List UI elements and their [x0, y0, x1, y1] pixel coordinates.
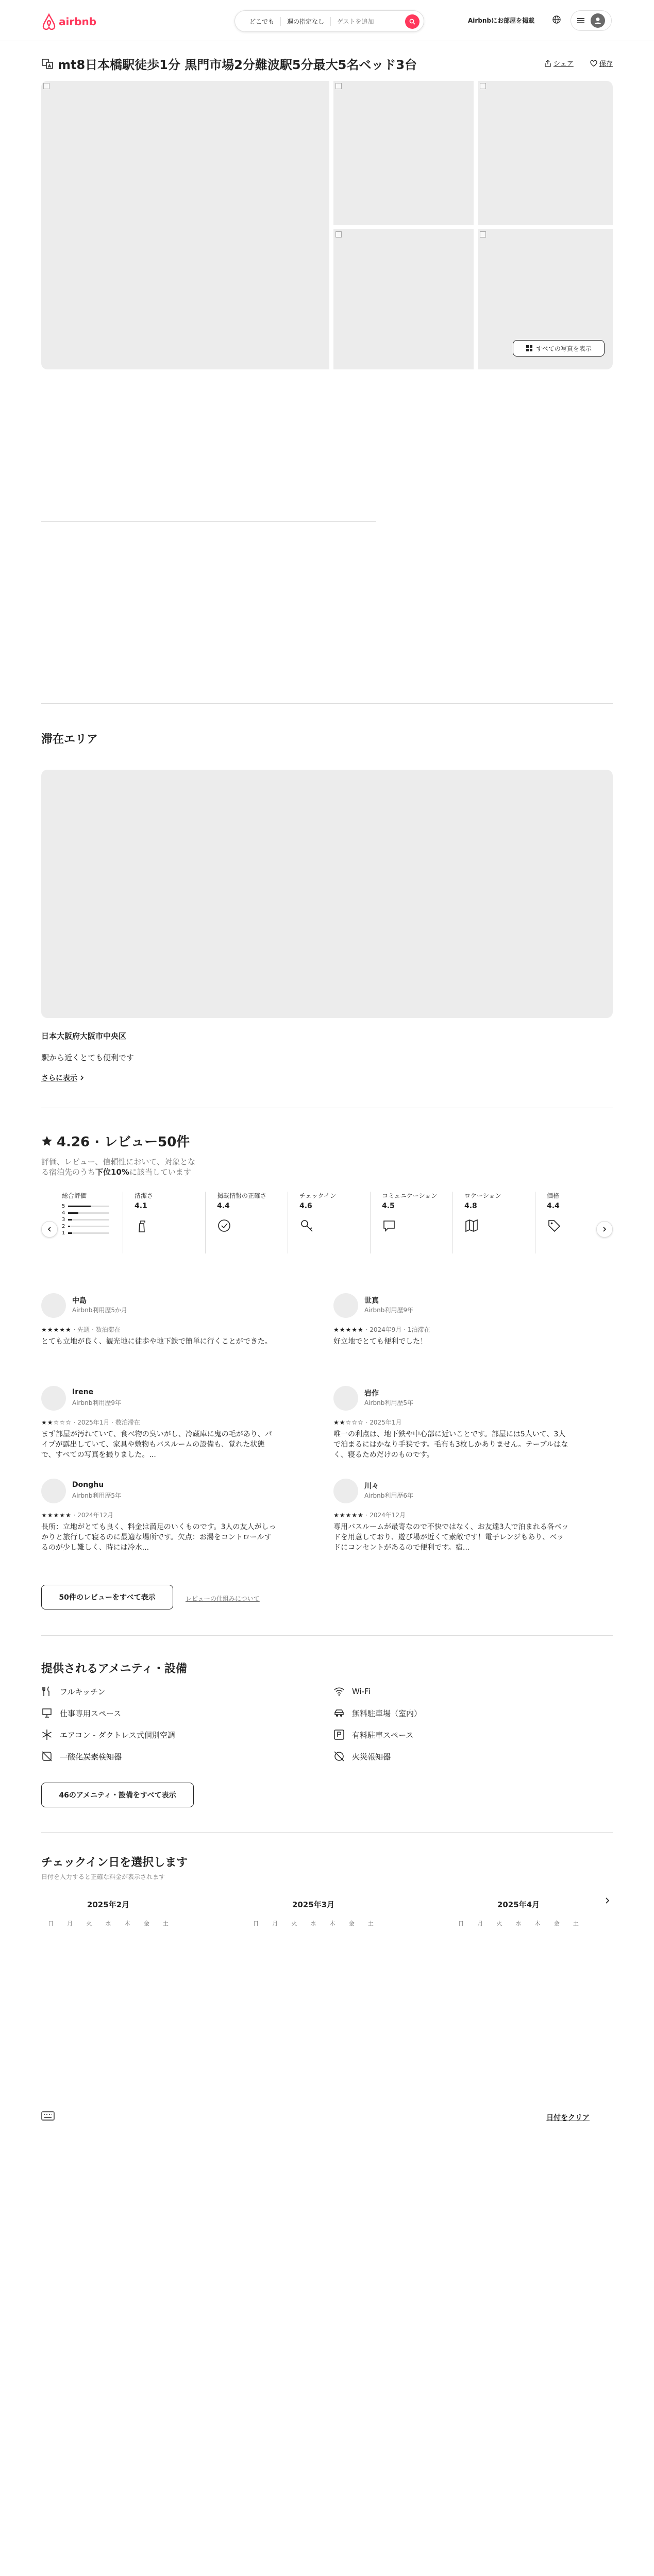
- amenity-label: エアコン - ダクトレス式個別空調: [60, 1730, 175, 1740]
- host-link[interactable]: Airbnbにお部屋を掲載: [468, 17, 535, 24]
- review-stay: 1泊滞在: [407, 1326, 430, 1333]
- weekday-label: 木: [124, 1920, 130, 1927]
- reviewer-avatar[interactable]: [333, 1479, 358, 1503]
- weekday-label: 火: [496, 1920, 502, 1927]
- review-stars: ★★★★★: [41, 1512, 72, 1519]
- review-text: 専用バスルームが最寄なので不快ではなく、お友達3人で泊まれる各ベッドを用意しており、遊び場が近くて素敵です！電子レンジもあり、ベッドにコンセントがあるので便利です。宿...: [333, 1523, 569, 1552]
- reviewer-avatar[interactable]: [333, 1386, 358, 1411]
- weekday-label: 水: [515, 1920, 522, 1927]
- review-meta: ★★☆☆☆ · 2025年1月 · 数泊滞在: [41, 1419, 140, 1426]
- category-value: 4.4: [217, 1202, 230, 1210]
- keyboard-icon: [41, 2111, 55, 2121]
- amenity-co-detector: [41, 1751, 122, 1762]
- category-label: 掲載情報の正確さ: [217, 1192, 267, 1199]
- category-value: 4.6: [299, 1202, 312, 1210]
- rating-bar-fill: [68, 1219, 72, 1221]
- reviews-subtitle-pre: 評価、レビュー、信頼性において、対象となる宿泊先のうち: [41, 1157, 196, 1177]
- divider: [41, 703, 613, 704]
- review-card: [333, 1386, 571, 1463]
- categories-next-button[interactable]: [596, 1221, 613, 1238]
- category-accuracy: [205, 1192, 283, 1253]
- weekday-row: [246, 1919, 380, 1927]
- snowflake-icon: [41, 1729, 53, 1740]
- review-card: [333, 1293, 571, 1370]
- smoke-alarm-icon: [333, 1751, 345, 1762]
- amenities-heading: 提供されるアメニティ・設備: [41, 1663, 187, 1675]
- price-tag-icon: [547, 1218, 561, 1233]
- category-value: 4.5: [382, 1202, 395, 1210]
- category-label: ロケーション: [464, 1192, 501, 1199]
- location-address: 日本大阪府大阪市中央区: [41, 1031, 127, 1041]
- category-label: 価格: [547, 1192, 560, 1199]
- amenity-paid-parking: [333, 1729, 413, 1740]
- weekday-label: 金: [143, 1920, 149, 1927]
- reviewer-name: 岩作: [364, 1389, 379, 1398]
- weekday-label: 月: [477, 1920, 483, 1927]
- search-button[interactable]: [405, 14, 420, 29]
- location-map[interactable]: [41, 770, 613, 1018]
- review-card: [41, 1479, 278, 1556]
- location-show-more-link[interactable]: [41, 1073, 85, 1083]
- weekday-label: 水: [105, 1920, 111, 1927]
- rating-bar: [68, 1232, 109, 1234]
- broken-image-icon: [480, 231, 486, 238]
- reviewer-name: Donghu: [72, 1481, 104, 1489]
- divider: [41, 521, 376, 522]
- kitchen-icon: [41, 1686, 53, 1697]
- broken-image-icon: [336, 83, 342, 89]
- review-meta: ★★☆☆☆ · 2025年1月: [333, 1419, 402, 1426]
- amenity-label: 一酸化炭素検知器: [60, 1752, 122, 1761]
- user-icon: [593, 16, 602, 25]
- review-text: とても立地が良く、観光地に徒歩や地下鉄で簡単に行くことができた。: [41, 1337, 272, 1346]
- clear-dates-button[interactable]: 日付をクリア: [546, 2114, 590, 2122]
- search-where[interactable]: どこでも: [243, 17, 281, 26]
- check-circle-icon: [217, 1218, 231, 1233]
- weekday-label: 日: [48, 1920, 54, 1927]
- reviewer-tenure: Airbnb利用歴5年: [72, 1492, 121, 1499]
- weekday-label: 金: [348, 1920, 355, 1927]
- rating-bar-fill: [68, 1226, 70, 1227]
- review-date: 2024年12月: [77, 1512, 114, 1519]
- weekday-label: 土: [162, 1920, 169, 1927]
- weekday-label: 日: [458, 1920, 464, 1927]
- amenity-label: 仕事専用スペース: [60, 1708, 122, 1718]
- category-label: コミュニケーション: [382, 1192, 438, 1199]
- calendar-month-title: 2025年3月: [292, 1900, 335, 1909]
- svg-text:A: A: [47, 63, 52, 69]
- amenity-label: Wi-Fi: [352, 1687, 371, 1696]
- review-date: 2025年1月: [77, 1419, 110, 1426]
- parking-icon: [333, 1729, 345, 1740]
- rating-bar-fill: [68, 1232, 72, 1234]
- location-heading: 滞在エリア: [41, 733, 98, 746]
- review-system-link[interactable]: レビューの仕組みについて: [186, 1595, 260, 1602]
- review-meta: ★★★★★ · 2024年9月 · 1泊滞在: [333, 1326, 430, 1333]
- category-communication: [370, 1192, 448, 1253]
- rating-distribution: [62, 1203, 119, 1236]
- rating-bar-fill: [68, 1212, 78, 1214]
- reviewer-tenure: Airbnb利用歴9年: [364, 1307, 413, 1314]
- divider: [41, 1832, 613, 1833]
- category-value: 4.8: [464, 1202, 477, 1210]
- calendar-next-button[interactable]: [604, 1897, 610, 1906]
- reviewer-tenure: Airbnb利用歴6年: [364, 1492, 413, 1499]
- airbnb-logo-icon: [41, 13, 57, 30]
- amenity-workspace: [41, 1707, 121, 1719]
- spray-bottle-icon: [135, 1218, 149, 1233]
- category-cleanliness: [123, 1192, 201, 1253]
- review-date: 2024年12月: [370, 1512, 406, 1519]
- rating-distribution-row: [62, 1223, 119, 1230]
- review-date: 2025年1月: [370, 1419, 402, 1426]
- review-stars: ★★★★★: [333, 1512, 364, 1519]
- rating-bar: [68, 1226, 109, 1227]
- reviewer-name: 世真: [364, 1297, 379, 1305]
- listing-photo-2[interactable]: [333, 81, 474, 225]
- key-icon: [299, 1218, 314, 1233]
- review-stars: ★★☆☆☆: [41, 1419, 72, 1426]
- listing-photo-1[interactable]: [41, 81, 329, 369]
- listing-photo-4[interactable]: [333, 229, 474, 369]
- location-description: 駅から近くとても便利です: [41, 1053, 135, 1062]
- weekday-label: 水: [310, 1920, 316, 1927]
- share-button[interactable]: [544, 58, 574, 68]
- amenity-kitchen: [41, 1686, 105, 1697]
- save-button[interactable]: [590, 58, 613, 68]
- show-all-reviews-button[interactable]: 50件のレビューをすべて表示: [41, 1585, 173, 1609]
- rating-star-label: 2: [62, 1224, 65, 1229]
- amenity-label: 火災報知器: [352, 1752, 391, 1761]
- calendar-month-title: 2025年4月: [497, 1900, 540, 1909]
- review-text: 長所：立地がとても良く、料金は満足のいくものです。3人の友人がしっかりと旅行して寝るのに最適な場所です。欠点：お湯をコントロールするのが少し難しく、時には冷水...: [41, 1523, 276, 1552]
- reviewer-avatar[interactable]: [41, 1386, 66, 1411]
- rating-bar-fill: [68, 1206, 91, 1207]
- weekday-row: [41, 1919, 175, 1927]
- reviewer-tenure: Airbnb利用歴5か月: [72, 1307, 127, 1314]
- co-detector-icon: [41, 1751, 53, 1762]
- divider: [41, 1635, 613, 1636]
- save-label: 保存: [599, 60, 613, 68]
- amenity-smoke-alarm: [333, 1751, 391, 1762]
- amenity-label: 有料駐車スペース: [352, 1730, 414, 1740]
- language-button[interactable]: [552, 15, 561, 26]
- weekday-label: 木: [329, 1920, 336, 1927]
- share-icon: [544, 60, 551, 67]
- category-location: [452, 1192, 531, 1253]
- review-meta: ★★★★★ · 2024年12月: [41, 1512, 114, 1519]
- reviewer-avatar[interactable]: [333, 1293, 358, 1318]
- review-stars: ★★★★★: [333, 1326, 364, 1333]
- listing-photo-3[interactable]: [478, 81, 613, 225]
- category-label: チェックイン: [299, 1192, 337, 1199]
- calendar-month-3: [451, 1899, 585, 1927]
- review-stay: 数泊滞在: [95, 1326, 121, 1333]
- review-meta: ★★★★★ · 2024年12月: [333, 1512, 406, 1519]
- search-icon: [409, 19, 415, 25]
- amenity-wifi: [333, 1686, 371, 1697]
- weekday-label: 木: [534, 1920, 541, 1927]
- rating-bar: [68, 1206, 109, 1207]
- reviewer-avatar[interactable]: [41, 1479, 66, 1503]
- amenity-free-parking: [333, 1707, 422, 1719]
- listing-title: mt8日本橋駅徒歩1分 黒門市場2分難波駅5分最大5名ベッド3台: [58, 58, 417, 72]
- review-date: 2024年9月: [370, 1326, 402, 1333]
- search-guests[interactable]: ゲストを追加: [337, 18, 374, 25]
- reviews-subtitle-post: に該当しています: [129, 1167, 191, 1177]
- weekday-label: 土: [367, 1920, 374, 1927]
- share-label: シェア: [554, 60, 574, 68]
- globe-icon: [552, 15, 561, 24]
- weekday-label: 金: [554, 1920, 560, 1927]
- show-all-photos-button[interactable]: [513, 340, 605, 357]
- calendar-month-title: 2025年2月: [87, 1900, 130, 1909]
- heart-icon: [590, 60, 597, 67]
- airbnb-logo[interactable]: [41, 13, 96, 30]
- map-icon: [464, 1218, 479, 1233]
- review-card: [41, 1293, 278, 1370]
- chevron-right-icon: [602, 1227, 607, 1232]
- avatar: [591, 13, 605, 28]
- weekday-label: 日: [253, 1920, 259, 1927]
- calendar-month-2: [246, 1899, 380, 1927]
- review-meta: ★★★★★ · 先週 · 数泊滞在: [41, 1326, 121, 1333]
- show-all-photos-label: すべての写真を表示: [536, 345, 592, 352]
- desk-icon: [41, 1707, 53, 1719]
- calendar-heading: チェックイン日を選択します: [41, 1856, 188, 1869]
- categories-prev-button[interactable]: [41, 1221, 58, 1238]
- review-date: 先週: [77, 1326, 90, 1333]
- rating-star-label: 4: [62, 1210, 65, 1216]
- review-text: まず部屋が汚れていて、食べ物の臭いがし、冷蔵庫に鬼の毛があり、パイプが露出していて、家具や敷物もバスルームの設備も、覚れた状態で、すべての写真を撮りました。...: [41, 1430, 272, 1459]
- search-when[interactable]: 週の指定なし: [281, 17, 331, 26]
- reviews-heading: 4.26 · レビュー50件: [57, 1134, 190, 1150]
- hamburger-menu-icon: [577, 18, 584, 24]
- rating-distribution-row: [62, 1203, 119, 1210]
- rating-bar: [68, 1219, 109, 1221]
- reviewer-name: 川々: [364, 1482, 379, 1490]
- weekday-label: 土: [573, 1920, 579, 1927]
- review-text: 唯一の利点は、地下鉄や中心部に近いことです。部屋には5人いて、3人で泊まるにはかなり手狭です。毛布も3枚しかありません。テーブルはなく、寝るためだけのものです。: [333, 1430, 568, 1459]
- weekday-row: [451, 1919, 585, 1927]
- weekday-label: 火: [291, 1920, 297, 1927]
- weekday-label: 月: [272, 1920, 278, 1927]
- search-bar[interactable]: [234, 10, 424, 32]
- category-checkin: [288, 1192, 366, 1253]
- review-stars: ★★★★★: [41, 1326, 72, 1333]
- rating-star-label: 5: [62, 1204, 65, 1209]
- rating-star-label: 3: [62, 1217, 65, 1223]
- show-more-label: さらに表示: [41, 1074, 77, 1082]
- category-label: 清潔さ: [135, 1192, 154, 1199]
- listing-title-row: [41, 55, 417, 73]
- reviewer-name: 中島: [72, 1297, 87, 1305]
- amenity-label: フルキッチン: [60, 1687, 106, 1697]
- weekday-label: 月: [67, 1920, 73, 1927]
- wifi-icon: [333, 1686, 345, 1697]
- chevron-right-icon: [604, 1897, 610, 1904]
- review-card: [41, 1386, 278, 1463]
- review-stay: 数泊滞在: [115, 1419, 140, 1426]
- broken-image-icon: [43, 83, 49, 89]
- review-stars: ★★☆☆☆: [333, 1419, 364, 1426]
- reviewer-tenure: Airbnb利用歴9年: [72, 1399, 121, 1406]
- star-icon: [41, 1136, 53, 1147]
- reviews-subtitle: [41, 1157, 196, 1177]
- chevron-right-icon: [79, 1075, 85, 1080]
- show-all-amenities-button[interactable]: 46のアメニティ・設備をすべて表示: [41, 1783, 194, 1807]
- review-card: [333, 1479, 571, 1556]
- category-value: 4.1: [135, 1202, 147, 1210]
- rating-star-label: 1: [62, 1230, 65, 1236]
- amenity-air-conditioning: [41, 1729, 175, 1740]
- rating-distribution-row: [62, 1210, 119, 1216]
- broken-image-icon: [336, 231, 342, 238]
- amenity-label: 無料駐車場（室内）: [352, 1708, 422, 1718]
- user-menu-button[interactable]: [571, 10, 612, 31]
- keyboard-shortcuts-button[interactable]: [41, 2111, 55, 2123]
- broken-image-icon: [480, 83, 486, 89]
- weekday-label: 火: [86, 1920, 92, 1927]
- review-categories: [41, 1192, 613, 1263]
- logo-text: airbnb: [59, 15, 97, 28]
- car-icon: [333, 1707, 345, 1719]
- chat-bubble-icon: [382, 1218, 396, 1233]
- reviews-heading-row: [41, 1131, 190, 1150]
- rating-distribution-row: [62, 1230, 119, 1236]
- translate-icon: [41, 58, 54, 70]
- calendar-subheading: 日付を入力すると正確な料金が表示されます: [41, 1873, 165, 1880]
- reviewer-name: Irene: [72, 1388, 94, 1396]
- calendar-month-1: [41, 1899, 175, 1927]
- top-navigation: [0, 0, 654, 41]
- reviewer-tenure: Airbnb利用歴5年: [364, 1399, 413, 1406]
- rating-distribution-row: [62, 1216, 119, 1223]
- grid-icon: [526, 345, 533, 352]
- category-label: 総合評価: [62, 1192, 87, 1199]
- rating-bar: [68, 1212, 109, 1214]
- review-text: 好立地でとても便利でした！: [333, 1337, 427, 1346]
- category-value: 4.4: [547, 1202, 560, 1210]
- chevron-left-icon: [47, 1227, 52, 1232]
- reviews-subtitle-highlight: 下位10%: [95, 1167, 129, 1177]
- reviewer-avatar[interactable]: [41, 1293, 66, 1318]
